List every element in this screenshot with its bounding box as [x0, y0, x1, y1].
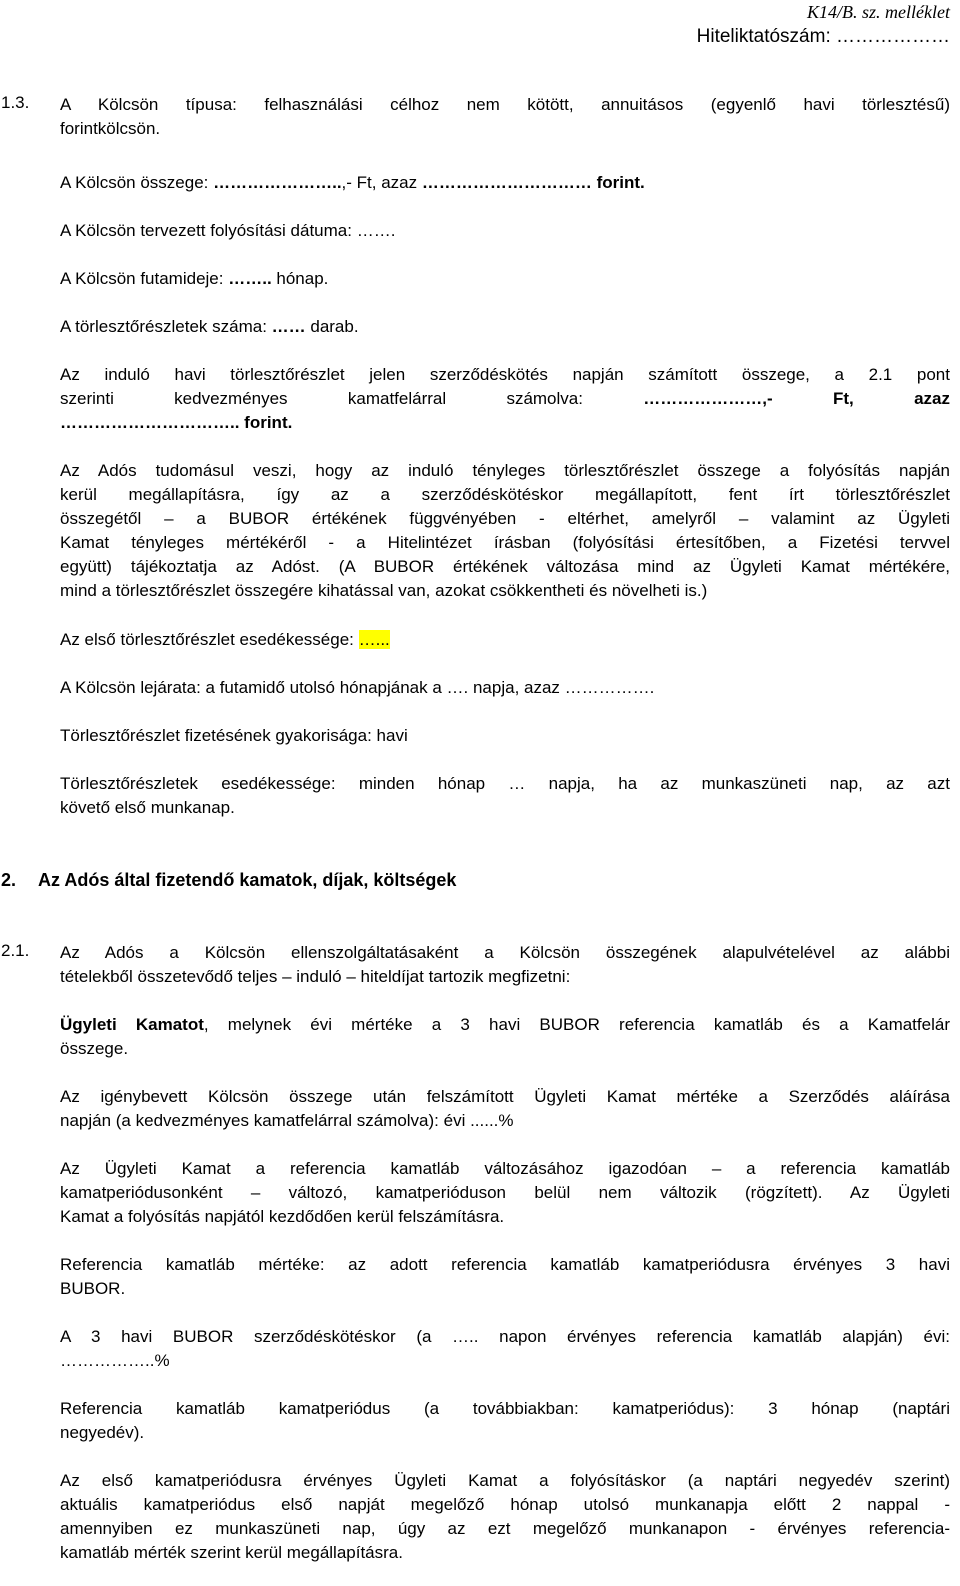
ack-line-3: összegétől – a BUBOR értékének függvényében - eltérhet, amelyről – valamint az Ügyleti	[60, 509, 950, 528]
loan-term-unit: hónap.	[271, 269, 329, 288]
reference-rate-line-2: BUBOR.	[60, 1279, 126, 1298]
loan-term-value: ……..	[228, 269, 272, 288]
first-period-line-3: amennyiben ez munkaszüneti nap, úgy az ezt megelőző munkanapon - érvényes referencia-	[60, 1519, 950, 1538]
installment-due-paragraph	[60, 772, 950, 820]
payment-frequency-line: Törlesztőrészlet fizetésének gyakorisága: havi	[60, 726, 408, 745]
first-installment-due-value: …...	[358, 630, 390, 649]
ack-line-4: Kamat tényleges mértékéről - a Hitelintézet írásban (folyósítási értesítőben, a Fizetési tervvel	[60, 533, 950, 552]
bubor-line-2: ……………..%	[60, 1351, 170, 1370]
loan-amount-words: ………………………… forint.	[421, 173, 645, 192]
rate-adjustment-paragraph	[60, 1157, 950, 1229]
installment-count-line	[60, 315, 950, 339]
section-number-2-1: 2.1.	[1, 941, 30, 960]
disbursement-date-value: …….	[356, 221, 396, 240]
installment-count-label: A törlesztőrészletek száma:	[60, 317, 272, 336]
initial-installment-line-1: Az induló havi törlesztőrészlet jelen szerződéskötés napján számított összege, a 2.1 pont	[60, 365, 950, 384]
header-loan-id: Hiteliktatószám: ………………	[696, 26, 950, 47]
loan-amount-line	[60, 171, 950, 195]
section-number-1-3: 1.3.	[1, 93, 30, 112]
installment-due-line-2: követő első munkanap.	[60, 798, 235, 817]
transaction-interest-paragraph	[60, 1013, 950, 1061]
bubor-paragraph	[60, 1325, 950, 1373]
interest-period-line-1: Referencia kamatláb kamatperiódus (a továbbiakban: kamatperiódus): 3 hónap (naptári	[60, 1399, 950, 1418]
initial-installment-paragraph	[60, 363, 950, 435]
reference-rate-paragraph	[60, 1253, 950, 1301]
bubor-line-1: A 3 havi BUBOR szerződéskötéskor (a ….. napon érvényes referencia kamatláb alapján) évi:	[60, 1327, 950, 1346]
total-cost-intro-line-1: Az Adós a Kölcsön ellenszolgáltatásaként a Kölcsön összegének alapulvételével az alábbi	[60, 943, 950, 962]
transaction-interest-desc: , melynek évi mértéke a 3 havi BUBOR referencia kamatláb és a Kamatfelár	[203, 1015, 950, 1034]
loan-type-line-2: forintkölcsön.	[60, 119, 161, 138]
rate-adjustment-line-2: kamatperiódusonként – változó, kamatperióduson belül nem változik (rögzített). Az Ügyleti	[60, 1183, 950, 1202]
loan-amount-label: A Kölcsön összege:	[60, 173, 214, 192]
first-period-paragraph	[60, 1469, 950, 1565]
first-installment-due-label: Az első törlesztőrészlet esedékessége:	[60, 630, 359, 649]
ack-line-6: mind a törlesztőrészlet összegére kihatással van, azokat csökkentheti és növelheti is.)	[60, 581, 708, 600]
total-cost-intro-line-2: tételekből összetevődő teljes – induló – hiteldíjat tartozik megfizetni:	[60, 967, 571, 986]
ack-line-5: együtt) tájékoztatja az Adóst. (A BUBOR értékének változása mind az Ügyleti Kamat mértékére,	[60, 557, 950, 576]
section-2-heading	[1, 870, 456, 891]
loan-amount-azaz: ,- Ft, azaz	[341, 173, 422, 192]
installment-due-line-1: Törlesztőrészletek esedékessége: minden hónap … napja, ha az munkaszüneti nap, az azt	[60, 774, 950, 793]
first-period-line-1: Az első kamatperiódusra érvényes Ügyleti Kamat a folyósításkor (a naptári negyedév szerint)	[60, 1471, 950, 1490]
disbursement-date-label: A Kölcsön tervezett folyósítási dátuma:	[60, 221, 357, 240]
initial-installment-words: ………………………….. forint.	[60, 413, 293, 432]
first-period-line-2: aktuális kamatperiódus első napját megelőző hónap utolsó munkanapja előtt 2 nappal -	[60, 1495, 950, 1514]
initial-installment-line-2	[60, 387, 950, 411]
loan-term-label: A Kölcsön futamideje:	[60, 269, 229, 288]
loan-type-paragraph	[60, 93, 950, 141]
installment-count-unit: darab.	[305, 317, 359, 336]
ack-line-2: kerül megállapításra, így az a szerződéskötéskor megállapított, fent írt törlesztőrészlet	[60, 485, 950, 504]
ack-line-1: Az Adós tudomásul veszi, hogy az induló tényleges törlesztőrészlet összege a folyósítás napján	[60, 461, 950, 480]
maturity-line: A Kölcsön lejárata: a futamidő utolsó hónapjának a …. napja, azaz …………….	[60, 678, 655, 697]
initial-installment-amount: …………………,- Ft, azaz	[643, 389, 950, 408]
loan-type-line-1: A Kölcsön típusa: felhasználási célhoz nem kötött, annuitásos (egyenlő havi törlesztésű)	[60, 95, 950, 114]
loan-amount-value: …………………..	[213, 173, 342, 192]
initial-installment-label: szerinti kedvezményes kamatfelárral számolva:	[60, 389, 644, 408]
interest-rate-line-1: Az igénybevett Kölcsön összege után felszámított Ügyleti Kamat mértéke a Szerződés aláírása	[60, 1087, 950, 1106]
acknowledgement-paragraph	[60, 459, 950, 603]
disbursement-date-line	[60, 219, 950, 243]
reference-rate-line-1: Referencia kamatláb mértéke: az adott referencia kamatláb kamatperiódusra érvényes 3 havi	[60, 1255, 950, 1274]
transaction-interest-line-2: összege.	[60, 1039, 129, 1058]
initial-installment-line-3	[60, 411, 950, 435]
interest-period-paragraph	[60, 1397, 950, 1445]
interest-period-line-2: negyedév).	[60, 1423, 145, 1442]
rate-adjustment-line-1: Az Ügyleti Kamat a referencia kamatláb változásához igazodóan – a referencia kamatláb	[60, 1159, 950, 1178]
interest-rate-paragraph	[60, 1085, 950, 1133]
rate-adjustment-line-3: Kamat a folyósítás napjától kezdődően kerül felszámításra.	[60, 1207, 505, 1226]
section-2-number: 2.	[1, 870, 17, 890]
first-installment-due-line	[60, 628, 950, 652]
loan-term-line	[60, 267, 950, 291]
installment-count-value: ……	[271, 317, 306, 336]
header-annex: K14/B. sz. melléklet	[807, 2, 950, 22]
total-cost-intro-paragraph	[60, 941, 950, 989]
section-2-title: Az Adós által fizetendő kamatok, díjak, költségek	[38, 870, 457, 890]
interest-rate-line-2: napján (a kedvezményes kamatfelárral számolva): évi ......%	[60, 1111, 514, 1130]
transaction-interest-term: Ügyleti Kamatot	[60, 1015, 204, 1034]
transaction-interest-line-1	[60, 1013, 950, 1037]
first-period-line-4: kamatláb mérték szerint kerül megállapításra.	[60, 1543, 403, 1562]
